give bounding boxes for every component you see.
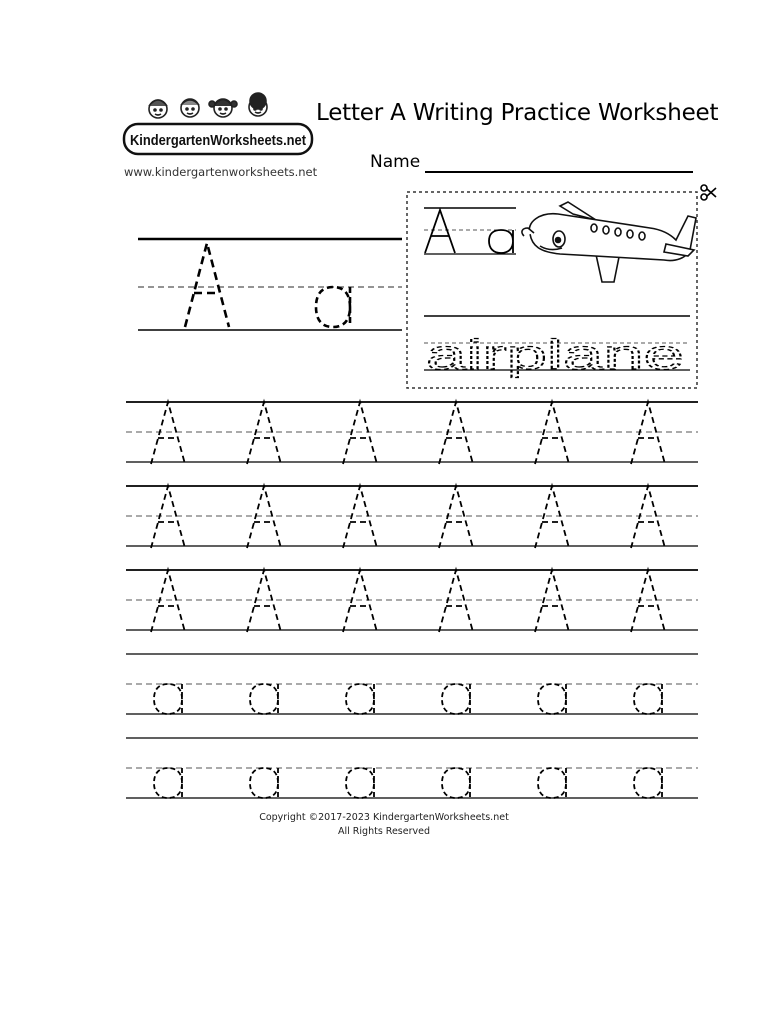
practice-uppercase-a-1-2 — [247, 402, 281, 464]
practice-uppercase-a-2-1 — [151, 486, 185, 548]
practice-lowercase-a-1-4 — [442, 684, 470, 714]
practice-lowercase-a-1-3 — [346, 684, 374, 714]
practice-uppercase-a-1-5 — [535, 402, 569, 464]
practice-uppercase-a-1-4 — [439, 402, 473, 464]
practice-uppercase-a-3-1 — [151, 570, 185, 632]
practice-lowercase-a-1-2 — [250, 684, 278, 714]
name-label: Name — [370, 152, 421, 172]
logo-text: KindergartenWorksheets.net — [130, 132, 306, 149]
practice-uppercase-a-1-3 — [343, 402, 377, 464]
practice-uppercase-a-3-4 — [439, 570, 473, 632]
practice-uppercase-a-2-3 — [343, 486, 377, 548]
practice-uppercase-a-2-4 — [439, 486, 473, 548]
practice-lowercase-a-2-4 — [442, 768, 470, 798]
practice-uppercase-a-2-6 — [631, 486, 665, 548]
practice-lowercase-a-1-6 — [634, 684, 662, 714]
model-letters — [138, 239, 402, 330]
practice-lowercase-a-2-1 — [154, 768, 182, 798]
practice-uppercase-a-1-6 — [631, 402, 665, 464]
practice-uppercase-a-3-2 — [247, 570, 281, 632]
practice-uppercase-a-2-2 — [247, 486, 281, 548]
practice-uppercase-a-3-5 — [535, 570, 569, 632]
footer-rights: All Rights Reserved — [338, 826, 430, 837]
airplane-illustration — [522, 202, 696, 282]
site-url: www.kindergartenworksheets.net — [124, 165, 318, 179]
practice-uppercase-a-3-3 — [343, 570, 377, 632]
practice-lowercase-a-2-6 — [634, 768, 662, 798]
model-uppercase-a — [185, 243, 229, 327]
page-title: Letter A Writing Practice Worksheet — [316, 100, 719, 126]
practice-uppercase-a-3-6 — [631, 570, 665, 632]
footer-copyright: Copyright ©2017-2023 KindergartenWorksheets.net — [259, 812, 509, 823]
practice-lowercase-a-1-1 — [154, 684, 182, 714]
practice-lowercase-a-2-5 — [538, 768, 566, 798]
model-lowercase-a — [316, 287, 350, 327]
scissors-icon — [701, 185, 716, 200]
practice-lowercase-a-2-2 — [250, 768, 278, 798]
practice-lowercase-a-2-3 — [346, 768, 374, 798]
practice-uppercase-a-1-1 — [151, 402, 185, 464]
card-word: airplane — [426, 331, 684, 378]
practice-rows — [126, 402, 698, 798]
practice-lowercase-a-1-5 — [538, 684, 566, 714]
practice-uppercase-a-2-5 — [535, 486, 569, 548]
